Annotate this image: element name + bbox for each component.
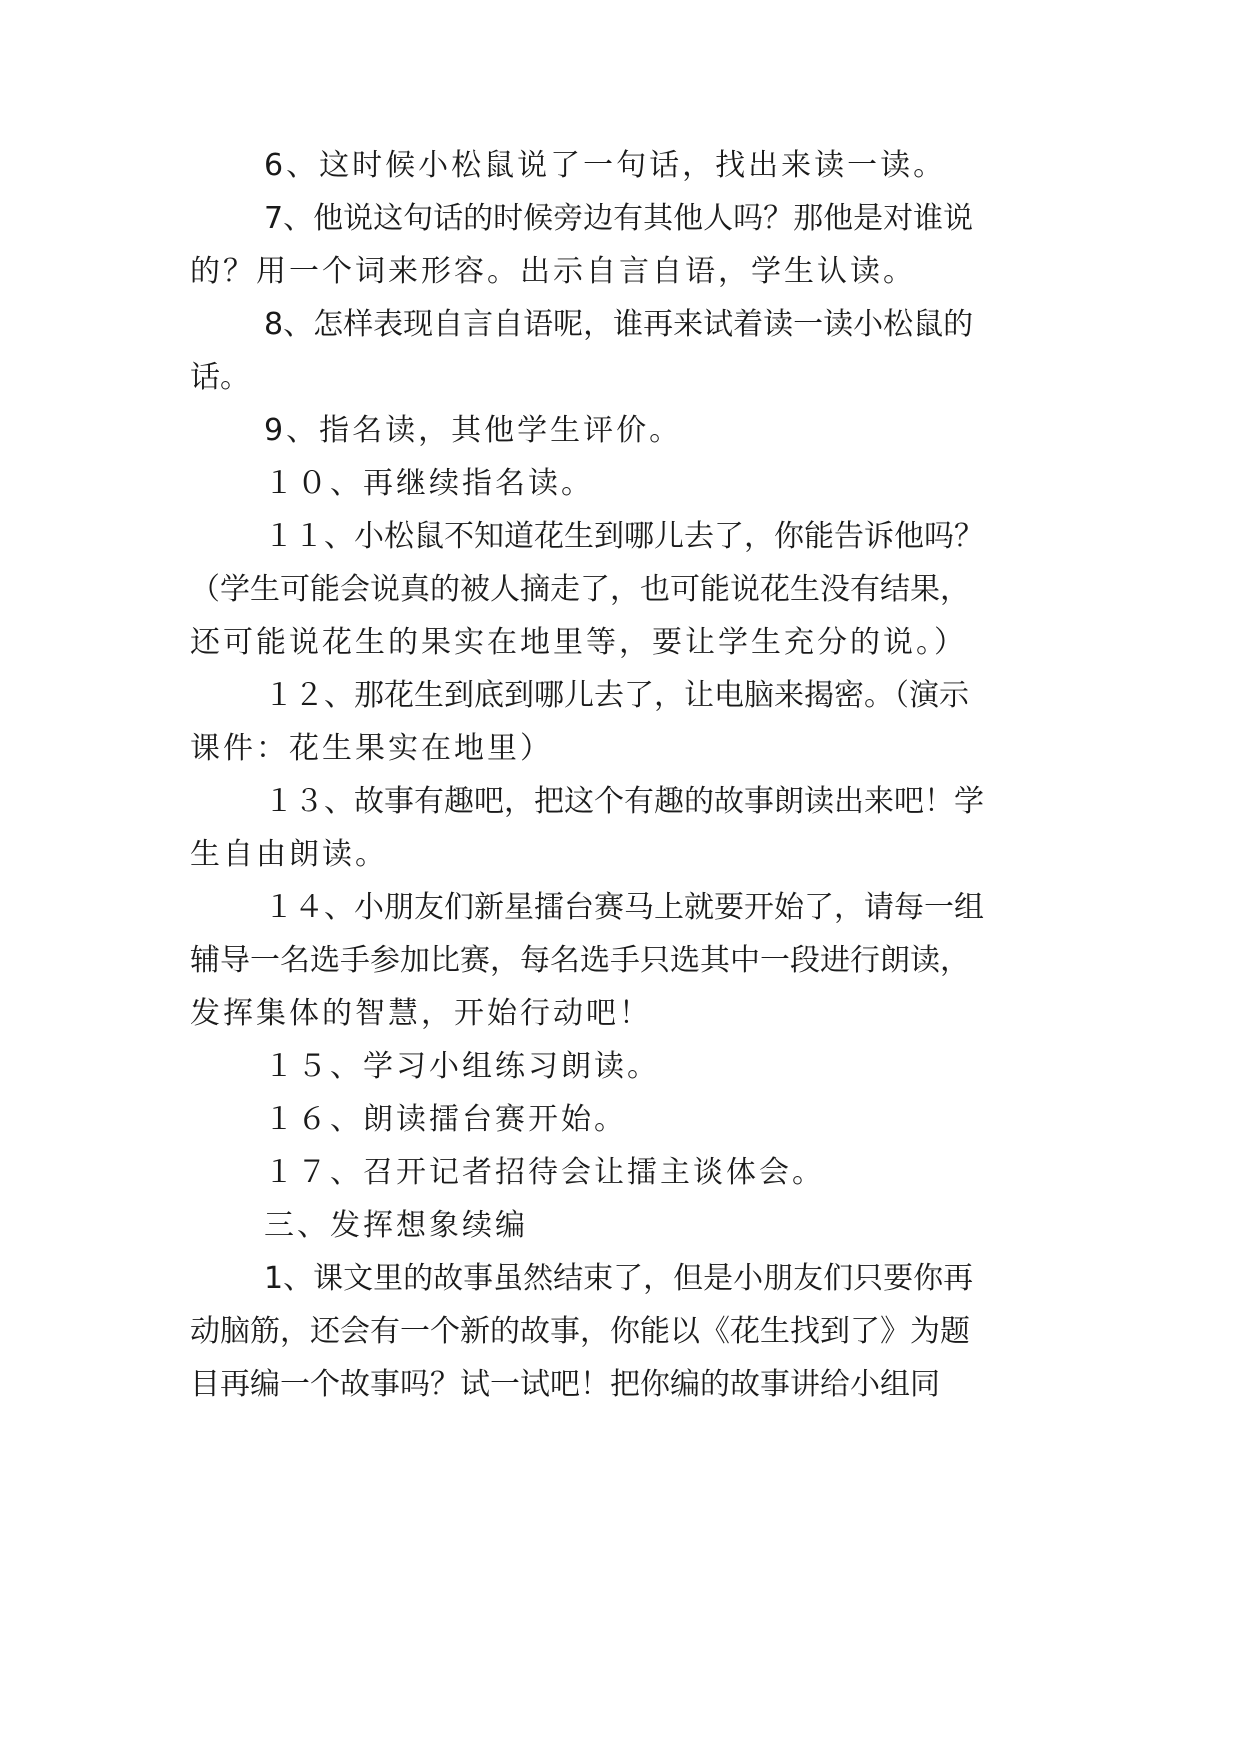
text-line: 6、这时候小松鼠说了一句话，找出来读一读。: [264, 148, 947, 183]
text-line: 9、指名读，其他学生评价。: [264, 413, 683, 448]
text-line: １３、故事有趣吧，把这个有趣的故事朗读出来吧！学: [264, 784, 984, 819]
text-line: 目再编一个故事吗？试一试吧！把你编的故事讲给小组同: [190, 1367, 940, 1402]
text-line: １２、那花生到底到哪儿去了，让电脑来揭密。（演示: [264, 678, 969, 713]
text-line: １０、再继续指名读。: [264, 466, 594, 501]
text-line: 7、他说这句话的时候旁边有其他人吗？那他是对谁说: [264, 201, 974, 236]
text-line: 生自由朗读。: [190, 837, 388, 872]
text-line: 动脑筋，还会有一个新的故事，你能以《花生找到了》为题: [190, 1314, 970, 1349]
text-line: 发挥集体的智慧，开始行动吧！: [190, 996, 652, 1031]
text-line: （学生可能会说真的被人摘走了，也可能说花生没有结果，: [190, 572, 970, 607]
section-heading: 三、发挥想象续编: [264, 1208, 528, 1243]
text-line: 8、怎样表现自言自语呢，谁再来试着读一读小松鼠的: [264, 307, 974, 342]
text-line: １７、召开记者招待会让擂主谈体会。: [264, 1155, 825, 1190]
text-line: １１、小松鼠不知道花生到哪儿去了，你能告诉他吗？: [264, 519, 984, 554]
text-line: １６、朗读擂台赛开始。: [264, 1102, 627, 1137]
text-line: １４、小朋友们新星擂台赛马上就要开始了，请每一组: [264, 890, 984, 925]
text-line: 还可能说花生的果实在地里等，要让学生充分的说。）: [190, 625, 967, 660]
text-line: １５、学习小组练习朗读。: [264, 1049, 660, 1084]
text-line: 课件：花生果实在地里）: [190, 731, 553, 766]
text-line: 1、课文里的故事虽然结束了，但是小朋友们只要你再: [264, 1261, 974, 1296]
text-line: 话。: [190, 360, 250, 395]
text-line: 的？用一个词来形容。出示自言自语，学生认读。: [190, 254, 916, 289]
text-line: 辅导一名选手参加比赛，每名选手只选其中一段进行朗读，: [190, 943, 970, 978]
